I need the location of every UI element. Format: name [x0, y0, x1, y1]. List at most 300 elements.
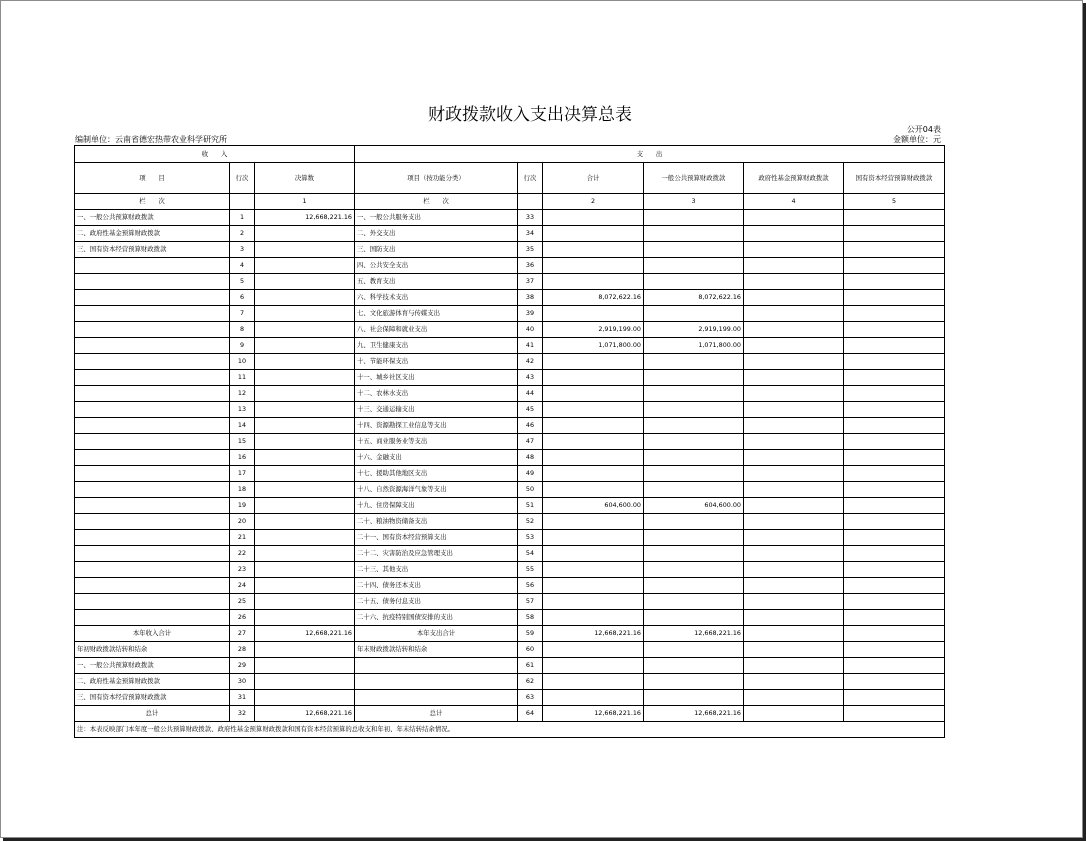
- expense-item-cell: 年末财政拨款结转和结余: [355, 642, 518, 658]
- income-section-header: 收 入: [75, 146, 355, 163]
- expense-fund-cell: [744, 674, 844, 690]
- expense-line-cell: 46: [518, 418, 543, 434]
- income-item-cell: [75, 386, 230, 402]
- expense-fund-cell: [744, 706, 844, 722]
- expense-general-cell: [644, 674, 744, 690]
- income-line-cell: 28: [230, 642, 255, 658]
- income-amount-cell: [255, 386, 355, 402]
- table-row: [75, 386, 945, 402]
- expense-state-cell: [844, 546, 945, 562]
- expense-general-cell: [644, 562, 744, 578]
- expense-item-cell: 二十四、债务还本支出: [355, 578, 518, 594]
- expense-general-cell: [644, 258, 744, 274]
- expense-item-cell: 四、公共安全支出: [355, 258, 518, 274]
- expense-fund-cell: [744, 258, 844, 274]
- expense-state-cell: [844, 402, 945, 418]
- expense-fund-cell: [744, 434, 844, 450]
- income-item-cell: [75, 338, 230, 354]
- income-item-cell: 总计: [75, 706, 230, 722]
- expense-state-cell: [844, 386, 945, 402]
- expense-total-cell: [543, 370, 644, 386]
- income-item-cell: [75, 482, 230, 498]
- expense-line-cell: 43: [518, 370, 543, 386]
- expense-fund-cell: [744, 562, 844, 578]
- expense-state-cell: [844, 226, 945, 242]
- expense-state-cell: [844, 210, 945, 226]
- expense-line-cell: 61: [518, 658, 543, 674]
- expense-line-cell: 37: [518, 274, 543, 290]
- expense-state-cell: [844, 658, 945, 674]
- table-row: [75, 466, 945, 482]
- expense-item-cell: [355, 674, 518, 690]
- column-number-blank: [230, 194, 255, 210]
- column-number-2: 2: [543, 194, 644, 210]
- expense-item-cell: 十六、金融支出: [355, 450, 518, 466]
- expense-general-cell: 604,600.00: [644, 498, 744, 514]
- expense-line-cell: 58: [518, 610, 543, 626]
- table-row: [75, 690, 945, 706]
- income-amount-cell: [255, 242, 355, 258]
- income-item-cell: [75, 498, 230, 514]
- expense-item-cell: 十三、交通运输支出: [355, 402, 518, 418]
- col-header-total: 合计: [543, 163, 644, 194]
- expense-item-cell: 一、一般公共服务支出: [355, 210, 518, 226]
- expense-line-cell: 56: [518, 578, 543, 594]
- income-item-cell: [75, 418, 230, 434]
- income-amount-cell: [255, 402, 355, 418]
- income-item-cell: 三、国有资本经营预算财政拨款: [75, 242, 230, 258]
- expense-state-cell: [844, 642, 945, 658]
- income-line-cell: 17: [230, 466, 255, 482]
- expense-item-cell: 十八、自然资源海洋气象等支出: [355, 482, 518, 498]
- income-amount-cell: [255, 226, 355, 242]
- income-item-cell: [75, 370, 230, 386]
- table-row: [75, 210, 945, 226]
- expense-total-cell: [543, 242, 644, 258]
- expense-general-cell: [644, 418, 744, 434]
- income-line-cell: 9: [230, 338, 255, 354]
- expense-state-cell: [844, 434, 945, 450]
- table-row: [75, 402, 945, 418]
- table-row: [75, 642, 945, 658]
- income-item-cell: [75, 610, 230, 626]
- income-item-cell: [75, 466, 230, 482]
- expense-fund-cell: [744, 226, 844, 242]
- expense-fund-cell: [744, 242, 844, 258]
- expense-total-cell: 2,919,199.00: [543, 322, 644, 338]
- income-item-cell: [75, 274, 230, 290]
- income-amount-cell: [255, 594, 355, 610]
- expense-total-cell: [543, 546, 644, 562]
- expense-line-cell: 47: [518, 434, 543, 450]
- expense-total-cell: [543, 210, 644, 226]
- income-line-cell: 24: [230, 578, 255, 594]
- table-row: [75, 434, 945, 450]
- income-line-cell: 27: [230, 626, 255, 642]
- expense-state-cell: [844, 450, 945, 466]
- expense-general-cell: [644, 466, 744, 482]
- col-header-item: 项 目: [75, 163, 230, 194]
- table-row: [75, 610, 945, 626]
- expense-item-cell: 八、社会保障和就业支出: [355, 322, 518, 338]
- table-row: [75, 514, 945, 530]
- expense-item-cell: 总计: [355, 706, 518, 722]
- table-row: [75, 658, 945, 674]
- expense-total-cell: [543, 402, 644, 418]
- income-item-cell: [75, 562, 230, 578]
- income-line-cell: 30: [230, 674, 255, 690]
- expense-item-cell: 九、卫生健康支出: [355, 338, 518, 354]
- table-note: 注：本表反映部门本年度一般公共预算财政拨款、政府性基金预算财政拨款和国有资本经营预算的总收支和年初、年末结转结余情况。: [75, 722, 945, 738]
- expense-fund-cell: [744, 482, 844, 498]
- expense-fund-cell: [744, 386, 844, 402]
- expense-fund-cell: [744, 274, 844, 290]
- expense-line-cell: 52: [518, 514, 543, 530]
- income-amount-cell: [255, 450, 355, 466]
- expense-general-cell: [644, 530, 744, 546]
- expense-fund-cell: [744, 658, 844, 674]
- expense-item-cell: [355, 690, 518, 706]
- expense-line-cell: 34: [518, 226, 543, 242]
- expense-general-cell: [644, 370, 744, 386]
- expense-state-cell: [844, 242, 945, 258]
- expense-line-cell: 39: [518, 306, 543, 322]
- expense-fund-cell: [744, 530, 844, 546]
- income-line-cell: 21: [230, 530, 255, 546]
- expense-total-cell: [543, 658, 644, 674]
- expense-fund-cell: [744, 450, 844, 466]
- expense-general-cell: [644, 242, 744, 258]
- expense-item-cell: 二十二、灾害防治及应急管理支出: [355, 546, 518, 562]
- expense-item-cell: 十一、城乡社区支出: [355, 370, 518, 386]
- expense-state-cell: [844, 514, 945, 530]
- expense-line-cell: 60: [518, 642, 543, 658]
- income-line-cell: 26: [230, 610, 255, 626]
- table-row: [75, 274, 945, 290]
- expense-fund-cell: [744, 594, 844, 610]
- table-row: [75, 546, 945, 562]
- report-title: 财政拨款收入支出决算总表: [428, 105, 632, 125]
- expense-item-cell: 七、文化旅游体育与传媒支出: [355, 306, 518, 322]
- income-amount-cell: [255, 274, 355, 290]
- expense-general-cell: [644, 434, 744, 450]
- expense-total-cell: [543, 466, 644, 482]
- expense-line-cell: 35: [518, 242, 543, 258]
- table-row: [75, 226, 945, 242]
- expense-state-cell: [844, 322, 945, 338]
- income-amount-cell: [255, 674, 355, 690]
- expense-item-cell: 二十五、债务付息支出: [355, 594, 518, 610]
- expense-line-cell: 44: [518, 386, 543, 402]
- col-header-general: 一般公共预算财政拨款: [644, 163, 744, 194]
- income-line-cell: 29: [230, 658, 255, 674]
- income-item-cell: 一、一般公共预算财政拨款: [75, 210, 230, 226]
- expense-general-cell: [644, 690, 744, 706]
- expense-general-cell: 1,071,800.00: [644, 338, 744, 354]
- income-amount-cell: [255, 434, 355, 450]
- expense-state-cell: [844, 626, 945, 642]
- income-line-cell: 14: [230, 418, 255, 434]
- income-amount-cell: 12,668,221.16: [255, 626, 355, 642]
- column-number-blank-2: [518, 194, 543, 210]
- col-header-exp-line: 行次: [518, 163, 543, 194]
- column-number-label-2: 栏 次: [355, 194, 518, 210]
- income-line-cell: 4: [230, 258, 255, 274]
- income-amount-cell: [255, 370, 355, 386]
- expense-item-cell: 十、节能环保支出: [355, 354, 518, 370]
- expense-total-cell: [543, 562, 644, 578]
- table-row: [75, 450, 945, 466]
- expense-general-cell: [644, 658, 744, 674]
- expense-state-cell: [844, 674, 945, 690]
- expense-general-cell: [644, 386, 744, 402]
- income-amount-cell: [255, 610, 355, 626]
- expense-line-cell: 62: [518, 674, 543, 690]
- expense-line-cell: 49: [518, 466, 543, 482]
- expense-general-cell: [644, 578, 744, 594]
- expense-general-cell: 12,668,221.16: [644, 706, 744, 722]
- expense-state-cell: [844, 354, 945, 370]
- column-number-1: 1: [255, 194, 355, 210]
- income-amount-cell: [255, 338, 355, 354]
- income-line-cell: 7: [230, 306, 255, 322]
- income-item-cell: 本年收入合计: [75, 626, 230, 642]
- income-item-cell: 年初财政拨款结转和结余: [75, 642, 230, 658]
- expense-general-cell: [644, 546, 744, 562]
- income-line-cell: 23: [230, 562, 255, 578]
- income-line-cell: 8: [230, 322, 255, 338]
- form-code: 公开04表: [906, 125, 941, 134]
- expense-total-cell: [543, 306, 644, 322]
- income-amount-cell: [255, 258, 355, 274]
- expense-state-cell: [844, 610, 945, 626]
- expense-line-cell: 36: [518, 258, 543, 274]
- expense-fund-cell: [744, 402, 844, 418]
- expense-total-cell: [543, 274, 644, 290]
- expense-line-cell: 41: [518, 338, 543, 354]
- expense-item-cell: 二十、粮油物资储备支出: [355, 514, 518, 530]
- col-header-fund: 政府性基金预算财政拨款: [744, 163, 844, 194]
- income-line-cell: 13: [230, 402, 255, 418]
- table-row: [75, 322, 945, 338]
- income-line-cell: 5: [230, 274, 255, 290]
- expense-fund-cell: [744, 210, 844, 226]
- income-amount-cell: [255, 546, 355, 562]
- expense-fund-cell: [744, 610, 844, 626]
- expense-general-cell: [644, 450, 744, 466]
- expense-line-cell: 54: [518, 546, 543, 562]
- expense-state-cell: [844, 418, 945, 434]
- table-row: [75, 482, 945, 498]
- column-number-4: 4: [744, 194, 844, 210]
- expense-total-cell: 604,600.00: [543, 498, 644, 514]
- expense-line-cell: 38: [518, 290, 543, 306]
- expense-item-cell: 五、教育支出: [355, 274, 518, 290]
- income-amount-cell: [255, 482, 355, 498]
- expense-state-cell: [844, 594, 945, 610]
- expense-item-cell: 本年支出合计: [355, 626, 518, 642]
- expense-state-cell: [844, 306, 945, 322]
- expense-fund-cell: [744, 626, 844, 642]
- expense-line-cell: 59: [518, 626, 543, 642]
- budget-table: [74, 145, 945, 738]
- compiler-unit: 编制单位：云南省德宏热带农业科学研究所: [75, 135, 227, 144]
- table-row: [75, 578, 945, 594]
- table-row: [75, 530, 945, 546]
- col-header-exp-item: 项目（按功能分类）: [355, 163, 518, 194]
- income-item-cell: [75, 258, 230, 274]
- expense-general-cell: [644, 402, 744, 418]
- income-line-cell: 19: [230, 498, 255, 514]
- expense-line-cell: 50: [518, 482, 543, 498]
- income-item-cell: 一、一般公共预算财政拨款: [75, 658, 230, 674]
- expense-item-cell: 十二、农林水支出: [355, 386, 518, 402]
- income-item-cell: [75, 322, 230, 338]
- expense-line-cell: 45: [518, 402, 543, 418]
- income-amount-cell: [255, 690, 355, 706]
- income-item-cell: [75, 514, 230, 530]
- expense-fund-cell: [744, 306, 844, 322]
- table-row: [75, 626, 945, 642]
- expense-state-cell: [844, 290, 945, 306]
- expense-fund-cell: [744, 338, 844, 354]
- expense-line-cell: 51: [518, 498, 543, 514]
- expense-line-cell: 33: [518, 210, 543, 226]
- expense-total-cell: [543, 386, 644, 402]
- expense-fund-cell: [744, 354, 844, 370]
- expense-total-cell: [543, 482, 644, 498]
- income-amount-cell: 12,668,221.16: [255, 706, 355, 722]
- expense-line-cell: 64: [518, 706, 543, 722]
- expense-fund-cell: [744, 370, 844, 386]
- table-row: [75, 418, 945, 434]
- income-item-cell: [75, 578, 230, 594]
- expense-fund-cell: [744, 546, 844, 562]
- expense-general-cell: [644, 594, 744, 610]
- table-row: [75, 498, 945, 514]
- expense-total-cell: 1,071,800.00: [543, 338, 644, 354]
- expense-line-cell: 40: [518, 322, 543, 338]
- expense-total-cell: [543, 530, 644, 546]
- expense-total-cell: [543, 578, 644, 594]
- income-item-cell: 三、国有资本经营预算财政拨款: [75, 690, 230, 706]
- expense-line-cell: 55: [518, 562, 543, 578]
- income-line-cell: 3: [230, 242, 255, 258]
- income-line-cell: 16: [230, 450, 255, 466]
- expense-general-cell: [644, 482, 744, 498]
- table-row: [75, 594, 945, 610]
- expense-fund-cell: [744, 642, 844, 658]
- expense-item-cell: 十九、住房保障支出: [355, 498, 518, 514]
- expense-total-cell: [543, 642, 644, 658]
- expense-fund-cell: [744, 290, 844, 306]
- expense-item-cell: 十五、商业服务业等支出: [355, 434, 518, 450]
- expense-fund-cell: [744, 690, 844, 706]
- income-amount-cell: [255, 642, 355, 658]
- expense-line-cell: 42: [518, 354, 543, 370]
- expense-general-cell: [644, 354, 744, 370]
- income-item-cell: 二、政府性基金预算财政拨款: [75, 674, 230, 690]
- income-item-cell: [75, 530, 230, 546]
- income-item-cell: [75, 546, 230, 562]
- expense-general-cell: 8,072,622.16: [644, 290, 744, 306]
- expense-total-cell: [543, 610, 644, 626]
- income-item-cell: [75, 354, 230, 370]
- expense-fund-cell: [744, 466, 844, 482]
- expense-total-cell: [543, 674, 644, 690]
- income-line-cell: 15: [230, 434, 255, 450]
- amount-unit: 金额单位：元: [893, 135, 941, 144]
- expense-fund-cell: [744, 498, 844, 514]
- table-row: [75, 706, 945, 722]
- expense-general-cell: 2,919,199.00: [644, 322, 744, 338]
- expense-state-cell: [844, 562, 945, 578]
- table-row: [75, 338, 945, 354]
- income-amount-cell: [255, 418, 355, 434]
- expense-total-cell: [543, 434, 644, 450]
- expense-state-cell: [844, 578, 945, 594]
- expense-general-cell: [644, 514, 744, 530]
- expense-state-cell: [844, 258, 945, 274]
- table-row: [75, 562, 945, 578]
- expense-state-cell: [844, 530, 945, 546]
- expense-item-cell: 十七、援助其他地区支出: [355, 466, 518, 482]
- expense-item-cell: 二十三、其他支出: [355, 562, 518, 578]
- income-amount-cell: [255, 322, 355, 338]
- table-row: [75, 290, 945, 306]
- income-line-cell: 1: [230, 210, 255, 226]
- income-item-cell: [75, 306, 230, 322]
- income-amount-cell: [255, 498, 355, 514]
- income-line-cell: 10: [230, 354, 255, 370]
- table-row: [75, 354, 945, 370]
- income-amount-cell: [255, 530, 355, 546]
- expense-total-cell: [543, 450, 644, 466]
- expense-total-cell: [543, 258, 644, 274]
- col-header-line: 行次: [230, 163, 255, 194]
- expense-state-cell: [844, 274, 945, 290]
- expense-item-cell: 二、外交支出: [355, 226, 518, 242]
- expense-total-cell: 12,668,221.16: [543, 706, 644, 722]
- column-number-3: 3: [644, 194, 744, 210]
- expense-general-cell: [644, 642, 744, 658]
- income-amount-cell: [255, 354, 355, 370]
- expense-general-cell: [644, 210, 744, 226]
- income-amount-cell: [255, 466, 355, 482]
- income-line-cell: 22: [230, 546, 255, 562]
- expense-state-cell: [844, 706, 945, 722]
- income-line-cell: 6: [230, 290, 255, 306]
- expense-fund-cell: [744, 578, 844, 594]
- income-line-cell: 11: [230, 370, 255, 386]
- expense-general-cell: [644, 226, 744, 242]
- expense-general-cell: [644, 274, 744, 290]
- expense-total-cell: [543, 418, 644, 434]
- expense-item-cell: 十四、资源勘探工业信息等支出: [355, 418, 518, 434]
- income-amount-cell: [255, 562, 355, 578]
- col-header-amount: 决算数: [255, 163, 355, 194]
- income-amount-cell: [255, 578, 355, 594]
- expense-state-cell: [844, 690, 945, 706]
- expense-state-cell: [844, 498, 945, 514]
- column-number-label: 栏 次: [75, 194, 230, 210]
- income-line-cell: 18: [230, 482, 255, 498]
- expense-line-cell: 53: [518, 530, 543, 546]
- expense-state-cell: [844, 482, 945, 498]
- expense-total-cell: 8,072,622.16: [543, 290, 644, 306]
- expense-fund-cell: [744, 514, 844, 530]
- column-number-5: 5: [844, 194, 945, 210]
